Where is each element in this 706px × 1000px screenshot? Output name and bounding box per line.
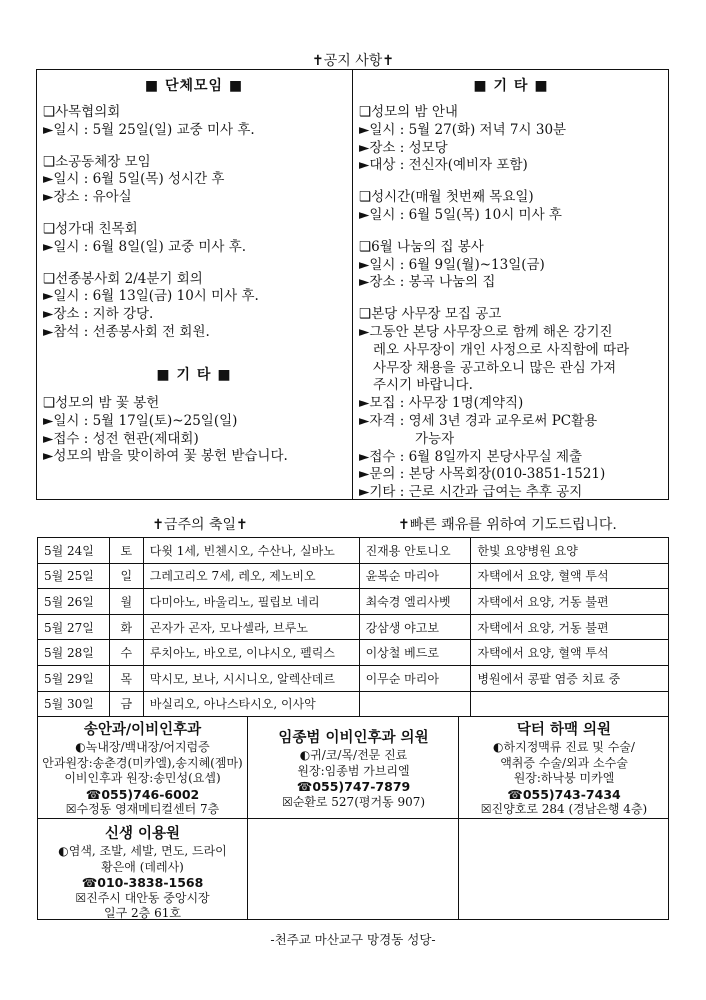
ad-barber xyxy=(38,824,247,922)
notice-line: ►그동안 본당 사무장으로 함께 해온 강기진 xyxy=(359,323,613,340)
notice-line: ❑본당 사무장 모집 공고 xyxy=(359,306,502,323)
ad-address: ☒진양호로 284 (경남은행 4층) xyxy=(480,802,648,816)
table-row xyxy=(38,640,669,666)
ad-line: 이비인후과 원장:송민성(요셉) xyxy=(64,771,221,785)
notice-line: ►모집 : 사무장 1명(계약직) xyxy=(359,395,524,412)
notice-line: ►일시 : 6월 8일(일) 교중 미사 후. xyxy=(43,238,247,255)
notice-line: 가능자 xyxy=(415,430,455,447)
ad-line: 안과원장:송춘경(미카엘),송지혜(젬마) xyxy=(42,755,243,770)
weekday-cell: 수 xyxy=(109,640,143,666)
notice-line: ►일시 : 6월 5일(목) 성시간 후 xyxy=(43,171,225,188)
notice-line: ►접수 : 6월 8일까지 본당사무실 제출 xyxy=(359,448,583,465)
sick-status-cell xyxy=(471,691,669,717)
notice-line: ►문의 : 본당 사목회장(010-3851-1521) xyxy=(359,466,606,483)
sick-name-cell: 이상철 베드로 xyxy=(359,640,471,666)
notice-line: 주시기 바랍니다. xyxy=(373,377,473,394)
table-row xyxy=(38,563,669,589)
table-row xyxy=(38,538,669,564)
saints-cell: 막시모, 보나, 시시니오, 알렉산데르 xyxy=(143,665,359,691)
ad-line: 원장:하낙붕 미카엘 xyxy=(513,771,615,785)
sick-name-cell: 진재용 안토니오 xyxy=(359,538,471,564)
ad-phone: ☎055)747-7879 xyxy=(296,779,411,794)
ad-name: 신생 이용원 xyxy=(104,826,181,842)
left-section-header-2: ■ 기 타 ■ xyxy=(156,367,232,383)
notice-line: ►접수 : 성전 현관(제대회) xyxy=(43,430,199,447)
notice-line: ►일시 : 6월 13일(금) 10시 미사 후. xyxy=(43,288,259,305)
ad-song-clinic xyxy=(38,720,247,818)
sick-name-cell: 강삼생 야고보 xyxy=(359,614,471,640)
sick-status-cell: 자택에서 요양, 거동 불편 xyxy=(471,614,669,640)
sick-name-cell: 이무순 마리아 xyxy=(359,665,471,691)
table-row xyxy=(38,589,669,615)
notice-line: ►일시 : 6월 5일(목) 10시 미사 후 xyxy=(359,206,562,223)
sick-name-cell xyxy=(359,691,471,717)
sick-name-cell: 최숙경 엘리사벳 xyxy=(359,589,471,615)
ad-name: 임종범 이비인후과 의원 xyxy=(278,730,429,746)
ad-address: ☒수정동 영재메티컬센터 7층 xyxy=(65,802,220,816)
notice-line: ❑성시간(매월 첫번째 목요일) xyxy=(359,189,534,206)
notice-line: ❑소공동체장 모임 xyxy=(43,153,151,170)
table-row xyxy=(38,691,669,717)
notice-line: 레오 사무장이 개인 사정으로 사직함에 따라 xyxy=(373,341,630,358)
date-cell: 5월 29일 xyxy=(38,665,110,691)
weekday-cell: 토 xyxy=(109,538,143,564)
sick-status-cell: 자택에서 요양, 혈액 투석 xyxy=(471,640,669,666)
notice-line: ►장소 : 성모당 xyxy=(359,139,448,156)
notice-line: ❑성가대 친목회 xyxy=(43,220,138,237)
right-notice-list xyxy=(359,104,629,502)
prayer-title: ✝빠른 쾌유를 위하여 기도드립니다. xyxy=(398,517,617,533)
ad-name: 송안과/이비인후과 xyxy=(83,722,202,738)
notice-line: ❑성모의 밤 꽃 봉헌 xyxy=(43,395,160,411)
notice-line: 사무장 채용을 공고하오니 많은 관심 가져 xyxy=(373,359,617,376)
notice-line: ►참석 : 선종봉사회 전 회원. xyxy=(43,323,210,340)
saints-cell: 다윗 1세, 빈첸시오, 수산나, 실바노 xyxy=(143,538,359,564)
notice-line: ►일시 : 6월 9일(월)~13일(금) xyxy=(359,256,545,273)
weekday-cell: 화 xyxy=(109,614,143,640)
date-cell: 5월 24일 xyxy=(38,538,110,564)
date-cell: 5월 30일 xyxy=(38,691,110,717)
notice-line: ►장소 : 봉곡 나눔의 집 xyxy=(359,274,496,291)
ad-name: 닥터 하맥 의원 xyxy=(516,722,612,738)
notice-line: ►장소 : 유아실 xyxy=(43,189,132,206)
saints-cell: 다미아노, 바울리노, 필립보 네리 xyxy=(143,589,359,615)
date-cell: 5월 27일 xyxy=(38,614,110,640)
weekday-cell: 월 xyxy=(109,589,143,615)
notice-line: ►장소 : 지하 강당. xyxy=(43,306,154,323)
table-row xyxy=(38,665,669,691)
sick-status-cell: 자택에서 요양, 거동 불편 xyxy=(471,589,669,615)
notice-line: ►기타 : 근로 시간과 급여는 추후 공지 xyxy=(359,484,583,501)
ad-line: 황은애 (데레사) xyxy=(101,859,184,874)
date-cell: 5월 26일 xyxy=(38,589,110,615)
saints-cell: 루치아노, 바오로, 이냐시오, 펠릭스 xyxy=(143,640,359,666)
right-section-header: ■ 기 타 ■ xyxy=(473,78,549,94)
ad-phone: ☎055)743-7434 xyxy=(507,786,621,802)
notice-line: ❑선종봉사회 2/4분기 회의 xyxy=(43,270,203,287)
weekday-cell: 금 xyxy=(109,691,143,717)
table-row xyxy=(38,614,669,640)
ad-line: ◐하지정맥류 진료 및 수술/ xyxy=(493,740,635,754)
parish-footer: -천주교 마산교구 망경동 성당- xyxy=(270,932,436,947)
sick-name-cell: 윤복순 마리아 xyxy=(359,563,471,589)
sick-status-cell: 병원에서 콩팥 염증 치료 중 xyxy=(471,665,669,691)
notice-line: ►일시 : 5월 27(화) 저녁 7시 30분 xyxy=(359,121,567,138)
left-section-header: ■ 단체모임 ■ xyxy=(144,78,244,94)
ad-line: 원장:임종범 가브리엘 xyxy=(297,763,410,778)
weekday-cell: 목 xyxy=(109,665,143,691)
saints-cell: 그레고리오 7세, 레오, 제노비오 xyxy=(143,563,359,589)
ad-line: ◐녹내장/백내장/어지럼증 xyxy=(75,740,210,754)
weekday-cell: 일 xyxy=(109,563,143,589)
notice-line: ►성모의 밤을 맞이하여 꽃 봉헌 받습니다. xyxy=(43,448,288,465)
ad-hamaek-clinic xyxy=(460,720,668,818)
ad-lim-clinic xyxy=(249,728,458,810)
ad-line: ◐염색, 조발, 세발, 면도, 드라이 xyxy=(58,844,227,858)
date-cell: 5월 25일 xyxy=(38,563,110,589)
ad-line: 액취증 수술/외과 소수술 xyxy=(500,755,628,770)
notice-line: ►일시 : 5월 25일(일) 교중 미사 후. xyxy=(43,121,255,138)
feast-calendar-table xyxy=(37,537,669,717)
ad-address: ☒진주시 대안동 중앙시장 xyxy=(75,890,210,905)
notice-line: ►일시 : 5월 17일(토)~25일(일) xyxy=(43,412,238,429)
ads-row-divider xyxy=(37,818,669,819)
left-notice-list-2 xyxy=(43,395,288,466)
notice-line: ►대상 : 전신자(예비자 포함) xyxy=(359,157,528,174)
notice-line: ❑성모의 밤 안내 xyxy=(359,104,458,120)
notice-line: ❑사목협의회 xyxy=(43,104,121,120)
feasts-title: ✝금주의 축일✝ xyxy=(152,517,248,533)
notice-divider xyxy=(352,69,353,500)
left-notice-list xyxy=(43,104,259,342)
ad-address: ☒순환로 527(평거동 907) xyxy=(281,794,426,809)
sick-status-cell: 한빛 요양병원 요양 xyxy=(471,538,669,564)
saints-cell: 바실리오, 아나스타시오, 이사악 xyxy=(143,691,359,717)
notice-line: ►자격 : 영세 3년 경과 교우로써 PC활용 xyxy=(359,412,598,429)
notice-title: ✝공지 사항✝ xyxy=(311,53,394,69)
sick-status-cell: 자택에서 요양, 혈액 투석 xyxy=(471,563,669,589)
saints-cell: 곤자가 곤자, 모나셀라, 브루노 xyxy=(143,614,359,640)
date-cell: 5월 28일 xyxy=(38,640,110,666)
ad-phone: ☎010-3838-1568 xyxy=(81,875,204,890)
notice-line: ❑6월 나눔의 집 봉사 xyxy=(359,238,484,255)
ad-line: ◐귀/코/목/전문 진료 xyxy=(299,748,408,762)
ad-phone: ☎055)746-6002 xyxy=(85,786,200,802)
ad-address: 일구 2층 61호 xyxy=(104,906,181,920)
